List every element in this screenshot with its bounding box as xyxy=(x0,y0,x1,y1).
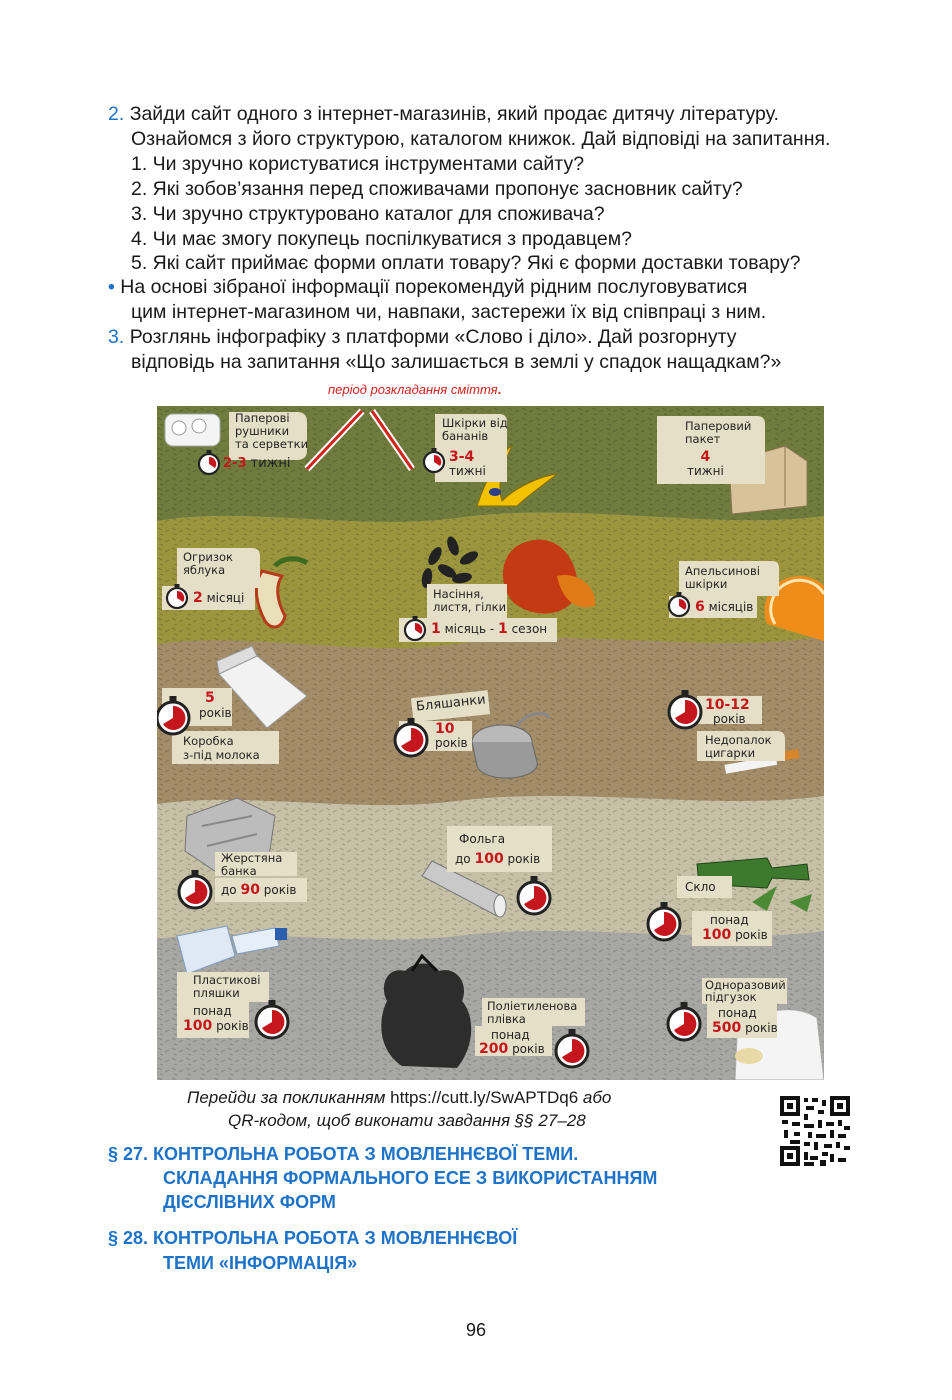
cigarette-l1: Недопалок xyxy=(705,733,772,747)
task2-line-1 xyxy=(108,102,779,126)
bullet-mark: • xyxy=(108,276,115,298)
foil-time-unit: років xyxy=(507,852,541,866)
paper-towels-time xyxy=(223,456,291,471)
bullet-text-2: цим інтернет-магазином чи, навпаки, застережи їх від співпраці з ним. xyxy=(131,301,767,323)
milk-time-value: 5 xyxy=(205,690,215,706)
seeds-l2: листя, гілки xyxy=(433,600,507,614)
tin-time-prefix: до xyxy=(221,883,237,897)
seeds-l1: Насіння, xyxy=(433,587,484,601)
period-note-text: період розкладання сміття xyxy=(328,382,498,397)
task3-line-1 xyxy=(108,325,736,349)
seeds-time-unit: сезон xyxy=(511,622,548,636)
foil-time xyxy=(455,851,540,867)
cigarette-l2: цигарки xyxy=(705,746,756,760)
milk-l2: з-під молока xyxy=(183,748,260,762)
decomposition-infographic xyxy=(157,406,824,1080)
banana-time xyxy=(449,450,486,478)
diaper-time-prefix: понад xyxy=(718,1006,757,1020)
qr-code-icon[interactable] xyxy=(780,1096,850,1166)
plastic-l2: пляшки xyxy=(193,986,240,1000)
heading-s27-line-3: ДІЄСЛІВНИХ ФОРМ xyxy=(163,1192,336,1212)
caption-url[interactable]: https://cutt.ly/SwAPTDq6 xyxy=(390,1088,579,1107)
item-label-paper-towels xyxy=(235,412,308,451)
item-label-paper-bag xyxy=(685,420,751,446)
item-label-diaper xyxy=(705,979,786,1003)
seeds-time-mid: місяць - xyxy=(444,622,495,636)
glass-time xyxy=(702,913,768,943)
film-l2: плівка xyxy=(487,1012,526,1026)
film-l1: Поліетиленова xyxy=(487,999,578,1013)
apple-time-value: 2 xyxy=(193,590,203,606)
cigarette-time-value: 10-12 xyxy=(705,697,750,713)
task2-question-1: 1. Чи зручно користуватися інструментами сайту? xyxy=(131,153,585,175)
paper-towels-l2: рушники xyxy=(235,424,290,438)
cigarette-time-unit: років xyxy=(713,712,746,726)
paper-bag-l2: пакет xyxy=(685,432,721,446)
orange-time-unit: місяців xyxy=(708,600,754,614)
film-time-unit: років xyxy=(512,1042,545,1056)
heading-s27-line-1: § 27. КОНТРОЛЬНА РОБОТА З МОВЛЕННЄВОЇ ТЕМИ. xyxy=(108,1144,579,1164)
diaper-time xyxy=(712,1006,778,1036)
item-label-banana xyxy=(442,417,508,443)
task3-text-1: Розглянь інфографіку з платформи «Слово і діло». Дай розгорнуту xyxy=(129,326,737,348)
task2-question-4: 4. Чи має змогу покупець поспілкуватися з продавцем? xyxy=(131,228,632,250)
banana-l2: бананів xyxy=(442,429,489,443)
tin-l1: Жерстяна xyxy=(221,851,283,865)
diaper-l1: Одноразовий xyxy=(705,978,786,992)
item-label-cigarette xyxy=(705,734,772,760)
apple-time xyxy=(193,590,244,606)
tin-time xyxy=(221,882,296,898)
caption-text-end: або xyxy=(582,1088,612,1107)
apple-l1: Огризок xyxy=(183,550,233,564)
seeds-time xyxy=(431,621,547,637)
glass-time-prefix: понад xyxy=(710,913,749,927)
diaper-time-value: 500 xyxy=(712,1020,742,1036)
plastic-time xyxy=(183,1004,249,1034)
item-label-seeds xyxy=(433,588,506,614)
orange-time-value: 6 xyxy=(695,599,705,615)
caption-line-1 xyxy=(187,1088,611,1108)
caption-line-2: QR-кодом, щоб виконати завдання §§ 27–28 xyxy=(228,1111,586,1130)
seeds-time-a: 1 xyxy=(431,621,441,637)
milk-time-unit: років xyxy=(199,706,232,720)
orange-time xyxy=(695,599,753,615)
paper-towels-time-value: 2-3 xyxy=(223,456,247,471)
cans-time-value: 10 xyxy=(435,721,455,737)
bullet-text-1: На основі зібраної інформації порекомендуй рідним послуговуватися xyxy=(120,276,748,298)
plastic-time-unit: років xyxy=(216,1019,249,1033)
milk-l1: Коробка xyxy=(183,734,234,748)
task3-text-2: відповідь на запитання «Що залишається в землі у спадок нащадкам?» xyxy=(131,351,782,373)
foil-time-value: 100 xyxy=(474,851,504,867)
diaper-l2: підгузок xyxy=(705,990,757,1004)
item-label-apple xyxy=(183,551,233,577)
item-label-film xyxy=(487,1000,577,1026)
apple-l2: яблука xyxy=(183,563,226,577)
task2-number: 2. xyxy=(108,103,125,125)
film-time-prefix: понад xyxy=(491,1028,530,1042)
paper-bag-time-unit: тижні xyxy=(687,464,724,478)
task2-question-3: 3. Чи зручно структуровано каталог для споживача? xyxy=(131,203,605,225)
bullet-line-1 xyxy=(108,275,747,299)
heading-s28-line-1: § 28. КОНТРОЛЬНА РОБОТА З МОВЛЕННЄВОЇ xyxy=(108,1228,518,1248)
tin-time-unit: років xyxy=(263,883,297,897)
tin-l2: банка xyxy=(221,864,257,878)
task2-question-2: 2. Які зобов’язання перед споживачами пропонує засновник сайту? xyxy=(131,178,743,200)
heading-s28-line-2: ТЕМИ «ІНФОРМАЦІЯ» xyxy=(163,1253,358,1273)
seeds-time-b: 1 xyxy=(498,621,508,637)
item-label-plastic xyxy=(193,974,261,1000)
foil-time-prefix: до xyxy=(455,852,471,866)
item-label-foil: Фольга xyxy=(459,832,506,846)
plastic-time-value: 100 xyxy=(183,1018,213,1034)
plastic-time-prefix: понад xyxy=(193,1004,232,1018)
cans-time-unit: років xyxy=(435,736,468,750)
orange-l1: Апельсинові xyxy=(685,564,760,578)
paper-towels-time-unit: тижні xyxy=(250,456,291,471)
glass-time-unit: років xyxy=(735,928,768,942)
banana-time-unit: тижні xyxy=(449,464,486,478)
plastic-l1: Пластикові xyxy=(193,973,261,987)
film-time-value: 200 xyxy=(479,1041,509,1057)
film-time xyxy=(479,1028,545,1056)
banana-l1: Шкірки від xyxy=(442,416,508,430)
item-label-orange xyxy=(685,565,760,591)
orange-l2: шкірки xyxy=(685,577,728,591)
cigarette-time xyxy=(705,698,750,726)
glass-time-value: 100 xyxy=(702,927,732,943)
page-number: 96 xyxy=(466,1320,487,1340)
task3-number: 3. xyxy=(108,326,125,348)
period-note: період розкладання сміття. xyxy=(328,382,502,397)
paper-towels-icon xyxy=(165,414,220,446)
tin-time-value: 90 xyxy=(240,882,260,898)
task2-text-2: Ознайомся з його структурою, каталогом книжок. Дай відповіді на запитання. xyxy=(131,128,831,150)
item-label-milk xyxy=(183,734,260,762)
item-label-cans: Бляшанки xyxy=(415,692,487,715)
task2-text-1: Зайди сайт одного з інтернет-магазинів, який продає дитячу літературу. xyxy=(129,103,779,125)
paper-bag-l1: Паперовий xyxy=(685,419,752,433)
apple-time-unit: місяці xyxy=(206,591,245,605)
item-label-glass: Скло xyxy=(685,880,716,894)
diaper-time-unit: років xyxy=(745,1021,778,1035)
milk-time xyxy=(199,691,232,721)
paper-towels-l3: та серветки xyxy=(235,437,309,451)
paper-bag-time xyxy=(687,450,724,478)
cans-time xyxy=(435,722,468,750)
banana-time-value: 3-4 xyxy=(449,449,475,465)
heading-s27-line-2: СКЛАДАННЯ ФОРМАЛЬНОГО ЕСЕ З ВИКОРИСТАННЯМ xyxy=(163,1168,658,1188)
paper-bag-time-value: 4 xyxy=(700,449,711,465)
item-label-tin xyxy=(221,852,282,878)
task2-question-5: 5. Які сайт приймає форми оплати товару? Які є форми доставки товару? xyxy=(131,252,801,274)
paper-towels-l1: Паперові xyxy=(235,411,290,425)
caption-text-1: Перейди за покликанням xyxy=(187,1088,386,1107)
